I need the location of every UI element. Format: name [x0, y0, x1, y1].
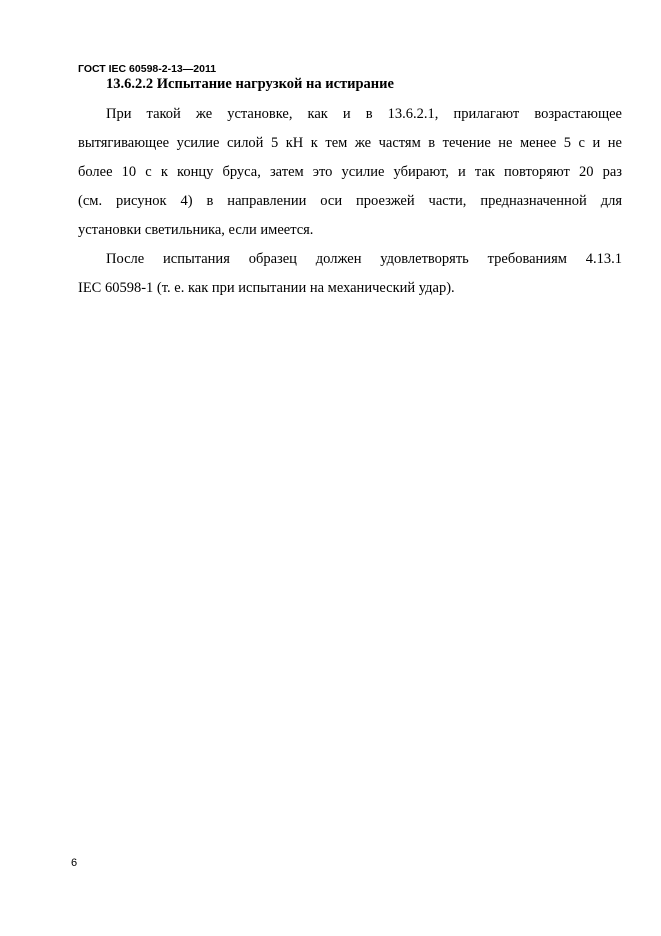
paragraph-line: более 10 с к концу бруса, затем это усилие убирают, и так повторяют 20 раз	[78, 164, 622, 180]
section-heading: 13.6.2.2 Испытание нагрузкой на истирание	[106, 76, 394, 92]
paragraph-line: вытягивающее усилие силой 5 кН к тем же частям в течение не менее 5 с и не	[78, 135, 622, 151]
paragraph-test-procedure	[78, 100, 622, 245]
paragraph-line: установки светильника, если имеется.	[78, 222, 314, 238]
paragraph-line: После испытания образец должен удовлетворять требованиям 4.13.1	[106, 251, 622, 267]
paragraph-test-result	[78, 245, 622, 303]
running-header-standard-id: ГОСТ IEC 60598-2-13—2011	[78, 63, 217, 75]
paragraph-line: IEC 60598-1 (т. е. как при испытании на механический удар).	[78, 280, 455, 296]
paragraph-line: При такой же установке, как и в 13.6.2.1, прилагают возрастающее	[106, 106, 622, 122]
paragraph-line: (см. рисунок 4) в направлении оси проезжей части, предназначенной для	[78, 193, 622, 209]
page-number: 6	[71, 857, 78, 869]
